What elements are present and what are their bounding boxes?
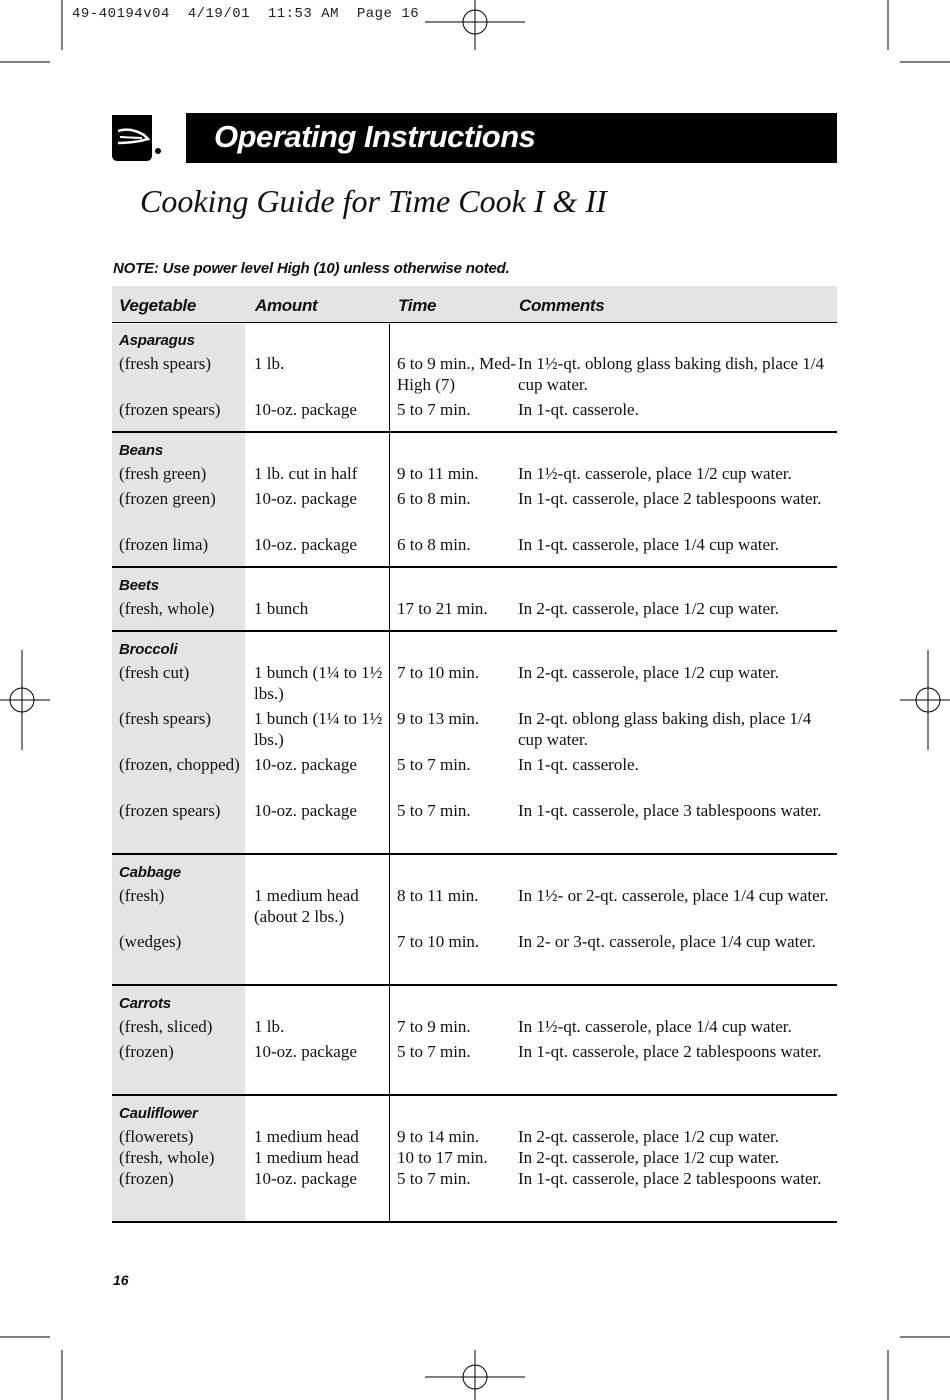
- table-row: [112, 885, 837, 927]
- amount-cell: 10-oz. package: [254, 1042, 357, 1061]
- comment-cell: In 1-qt. casserole, place 1/4 cup water.: [518, 535, 780, 554]
- time-cell: 8 to 11 min.: [397, 886, 479, 905]
- time-cell: 6 to 9 min., Med-High (7): [397, 354, 516, 394]
- comment-cell: In 2-qt. casserole, place 1/2 cup water.: [518, 663, 780, 682]
- time-cell: 5 to 7 min.: [397, 1042, 471, 1061]
- time-cell: 7 to 10 min.: [397, 932, 480, 951]
- table-row: [112, 534, 837, 555]
- vegetable-cell: (flowerets): [119, 1127, 194, 1146]
- vegetable-group-name: Beans: [119, 442, 164, 459]
- column-header-amount: Amount: [255, 296, 318, 315]
- vegetable-cell: (fresh spears): [119, 354, 212, 373]
- table-row: [112, 463, 837, 484]
- table-row: [112, 353, 837, 395]
- comment-cell: In 1-qt. casserole, place 2 tablespoons water.: [518, 1169, 822, 1188]
- time-cell: 9 to 14 min.: [397, 1127, 480, 1146]
- table-header: [112, 286, 837, 323]
- time-cell: 9 to 11 min.: [397, 464, 479, 483]
- vegetable-cell: (fresh cut): [119, 663, 190, 682]
- vegetable-group: [112, 568, 837, 632]
- vegetable-group: [112, 1096, 837, 1223]
- time-cell: 5 to 7 min.: [397, 400, 471, 419]
- time-cell: 5 to 7 min.: [397, 801, 471, 820]
- comment-cell: In 2-qt. casserole, place 1/2 cup water.: [518, 599, 780, 618]
- amount-cell: 1 bunch (1¼ to 1½ lbs.): [254, 663, 383, 703]
- time-cell: 9 to 13 min.: [397, 709, 480, 728]
- table-row: [112, 1168, 837, 1210]
- amount-cell: 10-oz. package: [254, 489, 357, 508]
- time-cell: 5 to 7 min.: [397, 755, 471, 774]
- vegetable-group: [112, 855, 837, 986]
- comment-cell: In 1-qt. casserole, place 3 tablespoons water.: [518, 801, 822, 820]
- vegetable-group-name: Cabbage: [119, 864, 181, 881]
- table-row: [112, 399, 837, 420]
- amount-cell: 1 lb.: [254, 1017, 285, 1036]
- time-cell: 5 to 7 min.: [397, 1169, 471, 1188]
- time-cell: 17 to 21 min.: [397, 599, 488, 618]
- table-row: [112, 800, 837, 842]
- vegetable-cell: (frozen): [119, 1169, 174, 1188]
- time-cell: 10 to 17 min.: [397, 1148, 488, 1167]
- comment-cell: In 1½- or 2-qt. casserole, place 1/4 cup water.: [518, 886, 829, 905]
- vegetable-cell: (fresh): [119, 886, 165, 905]
- column-header-comments: Comments: [519, 296, 605, 315]
- comment-cell: In 1½-qt. oblong glass baking dish, place 1/4 cup water.: [518, 354, 824, 394]
- amount-cell: 1 medium head (about 2 lbs.): [254, 886, 359, 926]
- vegetable-group-name: Carrots: [119, 995, 171, 1012]
- section-header-bar: [186, 113, 837, 163]
- amount-cell: 1 bunch (1¼ to 1½ lbs.): [254, 709, 383, 749]
- vegetable-cell: (frozen): [119, 1042, 174, 1061]
- column-header-time: Time: [398, 296, 437, 315]
- vegetable-cell: (frozen spears): [119, 400, 221, 419]
- time-cell: 6 to 8 min.: [397, 535, 471, 554]
- vegetable-cell: (frozen spears): [119, 801, 221, 820]
- page-number: 16: [113, 1272, 129, 1288]
- cooking-guide-table: [112, 286, 837, 1223]
- column-header-vegetable: Vegetable: [119, 296, 196, 315]
- vegetable-cell: (fresh, sliced): [119, 1017, 213, 1036]
- vegetable-cell: (frozen green): [119, 489, 216, 508]
- comment-cell: In 1-qt. casserole.: [518, 400, 639, 419]
- table-row: [112, 1016, 837, 1037]
- amount-cell: 10-oz. package: [254, 400, 357, 419]
- time-cell: 7 to 9 min.: [397, 1017, 471, 1036]
- amount-cell: 10-oz. package: [254, 801, 357, 820]
- comment-cell: In 2-qt. casserole, place 1/2 cup water.: [518, 1148, 780, 1167]
- vegetable-group-name: Asparagus: [119, 332, 195, 349]
- vegetable-cell: (wedges): [119, 932, 182, 951]
- vegetable-cell: (fresh spears): [119, 709, 212, 728]
- vegetable-group-name: Beets: [119, 577, 159, 594]
- table-row: [112, 1147, 837, 1168]
- comment-cell: In 2- or 3-qt. casserole, place 1/4 cup water.: [518, 932, 816, 951]
- comment-cell: In 1-qt. casserole.: [518, 755, 639, 774]
- amount-cell: 10-oz. package: [254, 755, 357, 774]
- power-level-note: NOTE: Use power level High (10) unless otherwise noted.: [113, 260, 510, 277]
- amount-cell: 1 medium head: [254, 1148, 359, 1167]
- amount-cell: 1 medium head: [254, 1127, 359, 1146]
- time-cell: 6 to 8 min.: [397, 489, 471, 508]
- comment-cell: In 2-qt. casserole, place 1/2 cup water.: [518, 1127, 780, 1146]
- amount-cell: 10-oz. package: [254, 535, 357, 554]
- comment-cell: In 1-qt. casserole, place 2 tablespoons water.: [518, 489, 822, 508]
- table-row: [112, 1041, 837, 1083]
- table-row: [112, 1126, 837, 1147]
- table-row: [112, 598, 837, 619]
- amount-cell: 1 lb. cut in half: [254, 464, 358, 483]
- table-row: [112, 754, 837, 796]
- comment-cell: In 1-qt. casserole, place 2 tablespoons water.: [518, 1042, 822, 1061]
- vegetable-group: [112, 323, 837, 433]
- vegetable-cell: (frozen, chopped): [119, 755, 240, 774]
- amount-cell: 1 lb.: [254, 354, 285, 373]
- page-title: Cooking Guide for Time Cook I & II: [140, 183, 607, 219]
- comment-cell: In 2-qt. oblong glass baking dish, place 1/4 cup water.: [518, 709, 812, 749]
- amount-cell: 10-oz. package: [254, 1169, 357, 1188]
- comment-cell: In 1½-qt. casserole, place 1/4 cup water.: [518, 1017, 792, 1036]
- table-body: [112, 323, 837, 1223]
- vegetable-group: [112, 986, 837, 1096]
- table-row: [112, 931, 837, 973]
- time-cell: 7 to 10 min.: [397, 663, 480, 682]
- vegetable-group: [112, 632, 837, 855]
- vegetable-cell: (fresh, whole): [119, 1148, 215, 1167]
- amount-cell: 1 bunch: [254, 599, 309, 618]
- comment-cell: In 1½-qt. casserole, place 1/2 cup water.: [518, 464, 792, 483]
- vegetable-group-name: Broccoli: [119, 641, 178, 658]
- vegetable-cell: (frozen lima): [119, 535, 209, 554]
- table-row: [112, 488, 837, 530]
- vegetable-cell: (fresh green): [119, 464, 207, 483]
- table-row: [112, 708, 837, 750]
- print-slug: 49-40194v04 4/19/01 11:53 AM Page 16: [72, 6, 420, 22]
- pen-in-shield-icon: [110, 113, 162, 163]
- section-title: Operating Instructions: [214, 119, 536, 154]
- vegetable-group-name: Cauliflower: [119, 1105, 198, 1122]
- table-row: [112, 662, 837, 704]
- vegetable-cell: (fresh, whole): [119, 599, 215, 618]
- vegetable-group: [112, 433, 837, 568]
